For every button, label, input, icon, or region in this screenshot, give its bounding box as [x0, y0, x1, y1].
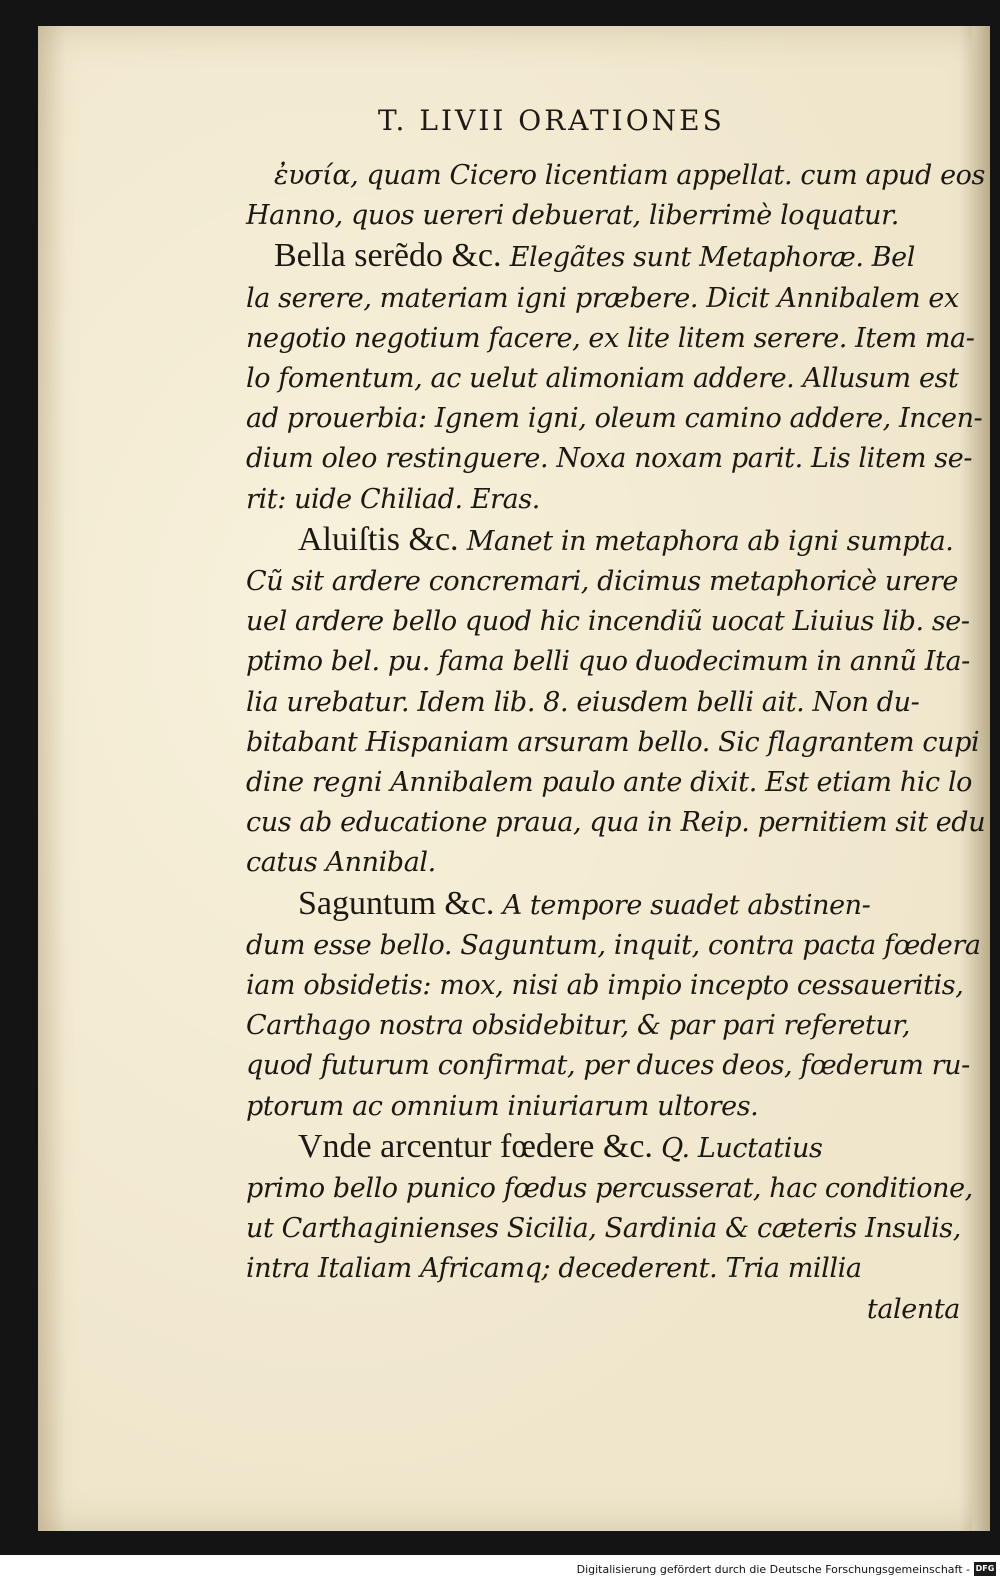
text-line: [246, 723, 980, 763]
line-text: dum esse bello. Saguntum, inquit, contra pacta fœdera: [246, 929, 981, 961]
page-edge: [972, 26, 990, 1531]
line-text: rit: uide Chiliad. Eras.: [246, 483, 540, 515]
line-text: dium oleo restinguere. Noxa noxam parit. Lis litem se-: [246, 443, 973, 475]
text-line: [246, 1006, 966, 1046]
line-text: ad prouerbia: Ignem igni, oleum camino addere, Incen-: [246, 403, 983, 435]
text-line: [246, 884, 966, 926]
line-text: Elegãtes sunt Metaphoræ. Bel: [501, 242, 915, 274]
line-text: quod futurum confirmat, per duces deos, fœderum ru-: [246, 1050, 970, 1082]
text-line: [246, 359, 966, 399]
dfg-logo: DFG: [974, 1562, 996, 1576]
text-line: [246, 1169, 973, 1209]
line-text: bitabant Hispaniam arsuram bello. Sic flagrantem cupi: [246, 726, 980, 758]
line-text: cus ab educatione praua, qua in Reip. pernitiem sit edu: [246, 807, 986, 839]
line-text: ptimo bel. pu. fama belli quo duodecimum in annũ Ita-: [246, 646, 970, 678]
footer-bar: [0, 1555, 1000, 1586]
line-text: dine regni Annibalem paulo ante dixit. Est etiam hic lo: [246, 767, 973, 799]
text-line: [246, 279, 966, 319]
text-line: [246, 602, 970, 642]
line-text: intra Italiam Africamq; decederent. Tria millia: [246, 1253, 862, 1285]
text-line: [246, 236, 966, 278]
line-text: Q. Luctatius: [652, 1132, 823, 1164]
line-text: lo fomentum, ac uelut alimoniam addere. Allusum est: [246, 363, 959, 395]
line-text: ἐυσία, quam Cicero licentiam appellat. cum apud eos: [274, 160, 985, 191]
text-block: [246, 156, 986, 1330]
lemma-heading: Vnde arcentur fœdere &c.: [298, 1127, 653, 1165]
text-line: [246, 196, 966, 236]
line-text: primo bello punico fœdus percusserat, hac conditione,: [246, 1173, 973, 1205]
line-text: Hanno, quos uereri debuerat, liberrimè loquatur.: [246, 200, 899, 232]
text-line: [246, 1209, 966, 1249]
line-text: la serere, materiam igni præbere. Dicit Annibalem ex: [246, 282, 959, 314]
catchword: talenta: [866, 1293, 960, 1325]
text-line: [246, 966, 966, 1006]
footer-credit: Digitalisierung gefördert durch die Deutsche Forschungsgemeinschaft -: [576, 1563, 970, 1576]
text-line: [246, 319, 975, 359]
text-line: [246, 843, 966, 883]
line-text: ptorum ac omnium iniuriarum ultores.: [246, 1090, 759, 1122]
text-line: [246, 399, 983, 439]
text-line: [246, 642, 970, 682]
lemma-heading: Saguntum &c.: [298, 884, 495, 922]
lemma-heading: Bella serẽdo &c.: [274, 237, 502, 275]
line-text: negotio negotium facere, ex lite litem serere. Item ma-: [246, 322, 975, 354]
line-text: Carthago nostra obsidebitur, & par pari referetur,: [246, 1010, 911, 1042]
text-line: [246, 562, 966, 602]
line-text: catus Annibal.: [246, 847, 436, 879]
line-text: ut Carthaginienses Sicilia, Sardinia & cæteris Insulis,: [246, 1213, 961, 1245]
running-head: T. LIVII ORATIONES: [378, 104, 725, 137]
line-text: Manet in metaphora ab igni sumpta.: [458, 525, 954, 557]
text-line: [246, 1087, 966, 1127]
text-line: [246, 803, 986, 843]
line-text: Cũ sit ardere concremari, dicimus metaphoricè urere: [246, 566, 959, 598]
line-text: A tempore suadet abstinen-: [494, 889, 871, 921]
text-line: [246, 156, 985, 196]
lemma-heading: Aluiſtis &c.: [298, 520, 459, 558]
line-text: uel ardere bello quod hic incendiũ uocat Liuius lib. se-: [246, 606, 970, 638]
text-line: [246, 1046, 970, 1086]
text-line: [246, 439, 973, 479]
text-line: [246, 1127, 966, 1169]
text-line: [246, 926, 981, 966]
text-line: [246, 480, 966, 520]
text-line: [246, 763, 973, 803]
line-text: lia urebatur. Idem lib. 8. eiusdem belli ait. Non du-: [246, 686, 920, 718]
line-text: iam obsidetis: mox, nisi ab impio incepto cessaueritis,: [246, 970, 964, 1002]
text-line: [246, 683, 966, 723]
book-page: [38, 26, 990, 1531]
text-line: [246, 1249, 966, 1289]
text-line: [246, 520, 966, 562]
